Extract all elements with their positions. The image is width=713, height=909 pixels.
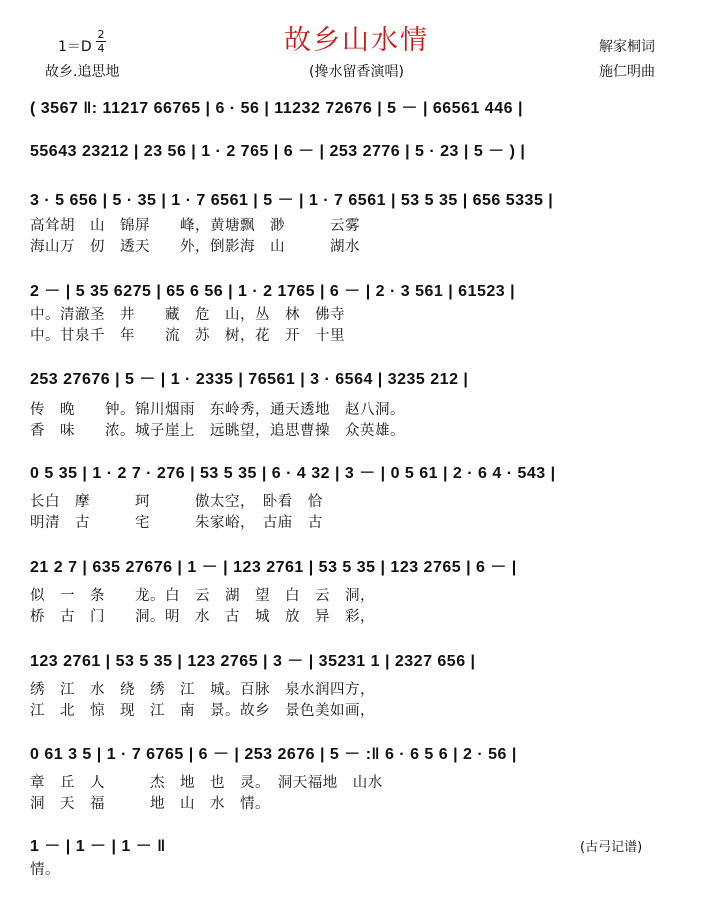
song-title: 故乡山水情	[284, 25, 429, 56]
notation-line-10: 1 － | 1 － | 1 － ‖	[30, 838, 166, 855]
notation-line-9: 0 61 3 5 | 1 · 7 6765 | 6 － | 253 2676 | 5 － :‖ 6 · 6 5 6 | 2 · 56 |	[30, 746, 517, 763]
composer: 施仁明曲	[599, 64, 655, 80]
subtitle-left: 故乡.追思地	[45, 64, 120, 80]
lyric-line-5-verse-1: 传 晚 钟。锦川烟雨 东岭秀，通天透地 赵八洞。	[30, 402, 405, 418]
lyric-line-6-verse-2: 明清 古 宅 朱家峪， 古庙 古	[30, 515, 323, 531]
lyric-line-6-verse-1: 长白 摩 珂 傲太空， 卧看 恰	[30, 494, 323, 510]
notation-line-2: 55643 23212 | 23 56 | 1 · 2 765 | 6 － | 253 2776 | 5 · 23 | 5 － ) |	[30, 143, 526, 160]
lyric-line-7-verse-1: 似 一 条 龙。白 云 湖 望 白 云 洞，	[30, 588, 375, 604]
lyric-line-5-verse-2: 香 味 浓。城子崖上 远眺望，追思曹操 众英雄。	[30, 423, 405, 439]
time-numerator: 2	[97, 28, 105, 41]
notation-line-1: ( 3567 ‖: 11217 66765 | 6 · 56 | 11232 72676 | 5 － | 66561 446 |	[30, 100, 523, 117]
notation-line-3: 3 · 5 656 | 5 · 35 | 1 · 7 6561 | 5 － | 1 · 7 6561 | 53 5 35 | 656 5335 |	[30, 192, 554, 209]
lyric-line-4-verse-2: 中。甘泉千 年 流 苏 树，花 开 十里	[30, 328, 345, 344]
notation-line-6: 0 5 35 | 1 · 2 7 · 276 | 53 5 35 | 6 · 4 32 | 3 － | 0 5 61 | 2 · 6 4 · 543 |	[30, 465, 556, 482]
lyric-line-8-verse-1: 绣 江 水 绕 绣 江 城。百脉 泉水润四方，	[30, 682, 375, 698]
notation-line-5: 253 27676 | 5 － | 1 · 2335 | 76561 | 3 · 6564 | 3235 212 |	[30, 371, 469, 388]
lyric-line-3-verse-2: 海山万 仞 透天 外，倒影海 山 湖水	[30, 239, 360, 255]
time-denominator: 4	[97, 42, 105, 55]
lyric-line-3-verse-1: 高耸胡 山 锦屏 峰，黄塘飘 渺 云雾	[30, 218, 360, 234]
lyric-line-9-verse-1: 章 丘 人 杰 地 也 灵。 洞天福地 山水	[30, 775, 383, 791]
notation-line-7: 21 2 7 | 635 27676 | 1 － | 123 2761 | 53 5 35 | 123 2765 | 6 － |	[30, 559, 517, 576]
transcriber-credit: (古弓记谱)	[580, 840, 643, 855]
notation-line-4: 2 － | 5 35 6275 | 65 6 56 | 1 · 2 1765 | 6 － | 2 · 3 561 | 61523 |	[30, 283, 516, 300]
lyric-line-9-verse-2: 洞 天 福 地 山 水 情。	[30, 796, 270, 812]
notation-line-8: 123 2761 | 53 5 35 | 123 2765 | 3 － | 35231 1 | 2327 656 |	[30, 653, 476, 670]
lyric-line-10-verse-1: 情。	[30, 862, 60, 878]
lyric-line-4-verse-1: 中。清澈圣 井 藏 危 山，丛 林 佛寺	[30, 307, 345, 323]
lyric-line-7-verse-2: 桥 古 门 洞。明 水 古 城 放 异 彩，	[30, 609, 375, 625]
lyricist: 解家桐词	[599, 39, 655, 55]
lyric-line-8-verse-2: 江 北 惊 现 江 南 景。故乡 景色美如画，	[30, 703, 375, 719]
time-signature	[96, 29, 106, 54]
performer: (搀水留香演唱)	[309, 64, 404, 80]
key-signature: 1＝D	[58, 39, 92, 55]
